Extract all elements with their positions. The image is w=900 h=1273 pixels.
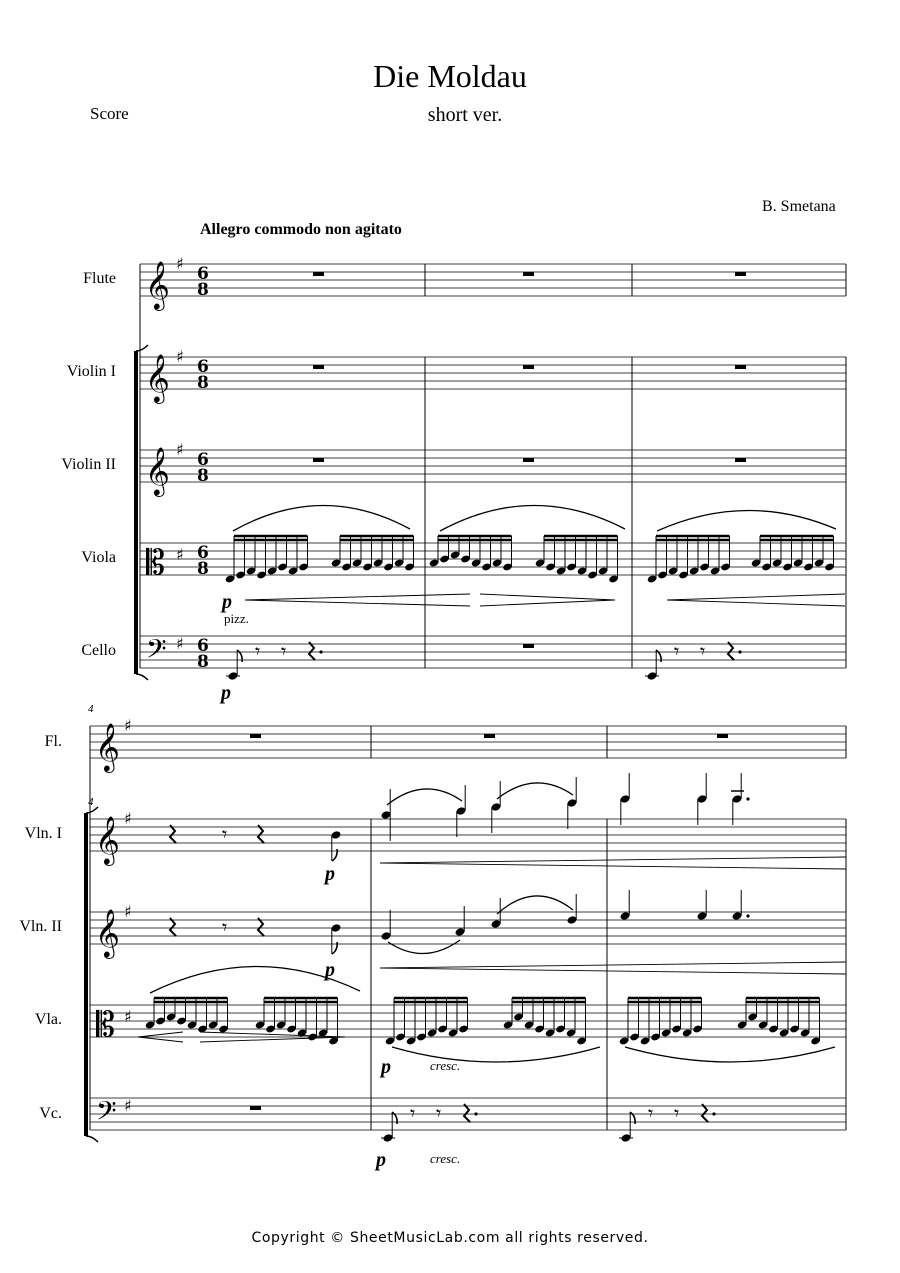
instrument-name-violin-2: Violin II	[61, 456, 116, 473]
dynamic-piano-violin-1: p	[325, 863, 335, 885]
composer: B. Smetana	[762, 198, 836, 215]
whole-rest	[523, 365, 534, 369]
hairpin	[380, 863, 846, 869]
whole-rest	[717, 734, 728, 738]
slur	[657, 510, 836, 531]
sharp-accidental: ♯	[176, 440, 184, 459]
cresc-viola: cresc.	[430, 1058, 461, 1073]
bracket-hook	[136, 674, 148, 680]
treble-clef-icon: 𝄞	[95, 722, 120, 771]
time-signature-numerator: 6	[197, 543, 209, 563]
sharp-accidental: ♯	[124, 716, 132, 735]
hairpin	[138, 1032, 183, 1037]
score-title: Die Moldau	[373, 58, 527, 94]
whole-rest	[250, 1106, 261, 1110]
slur	[497, 896, 573, 914]
eighth-rest: 𝄾	[222, 915, 228, 939]
instrument-name-violin-1-short: Vln. I	[24, 825, 62, 842]
eighth-rest: 𝄾	[410, 1101, 416, 1125]
dynamic-piano-viola: p	[222, 591, 232, 613]
eighth-rest: 𝄾	[255, 639, 261, 663]
score-label: Score	[90, 104, 129, 123]
time-signature-numerator: 6	[197, 450, 209, 470]
treble-clef-icon: 𝄞	[145, 446, 170, 495]
whole-rest	[313, 458, 324, 462]
whole-rest	[735, 365, 746, 369]
sharp-accidental: ♯	[176, 254, 184, 273]
measure-number: 4	[88, 703, 94, 715]
instrument-name-violin-1: Violin I	[66, 363, 116, 380]
eighth-rest: 𝄾	[281, 639, 287, 663]
bass-clef-icon: 𝄢	[146, 633, 167, 671]
time-signature-denominator: 8	[197, 466, 209, 486]
time-signature-denominator: 8	[197, 373, 209, 393]
pizz-marking: pizz.	[224, 611, 249, 626]
rhythm-dot	[746, 914, 749, 917]
whole-rest	[735, 272, 746, 276]
hairpin	[380, 857, 846, 863]
eighth-rest: 𝄾	[700, 639, 706, 663]
quarter-rest	[258, 825, 264, 843]
time-signature-denominator: 8	[197, 559, 209, 579]
slur	[625, 1047, 835, 1062]
hairpin	[480, 600, 615, 606]
eighth-rest: 𝄾	[436, 1101, 442, 1125]
hairpin	[200, 1037, 345, 1042]
whole-rest	[523, 458, 534, 462]
measure-number-strings: 4	[88, 796, 94, 808]
sharp-accidental: ♯	[124, 1007, 132, 1026]
hairpin	[380, 968, 846, 974]
quarter-rest	[702, 1104, 708, 1122]
time-signature-denominator: 8	[197, 280, 209, 300]
copyright-notice: Copyright © SheetMusicLab.com all rights reserved.	[251, 1230, 649, 1246]
rhythm-dot	[746, 797, 749, 800]
whole-rest	[313, 272, 324, 276]
hairpin	[480, 594, 615, 600]
sharp-accidental: ♯	[124, 809, 132, 828]
time-signature-denominator: 8	[197, 652, 209, 672]
instrument-name-cello-short: Vc.	[39, 1105, 62, 1122]
whole-rest	[523, 272, 534, 276]
rhythm-dot	[712, 1112, 715, 1115]
quarter-rest	[464, 1104, 470, 1122]
cresc-cello: cresc.	[430, 1151, 461, 1166]
hairpin	[245, 600, 470, 606]
alto-clef-icon: 𝄡	[146, 543, 165, 583]
hairpin	[138, 1037, 183, 1042]
bracket-hook	[136, 345, 148, 351]
instrument-name-flute-short: Fl.	[44, 733, 62, 750]
treble-clef-icon: 𝄞	[95, 908, 120, 957]
quarter-rest	[309, 642, 315, 660]
sharp-accidental: ♯	[124, 1096, 132, 1115]
whole-rest	[523, 644, 534, 648]
hairpin	[380, 962, 846, 968]
slur	[233, 505, 410, 531]
rhythm-dot	[474, 1112, 477, 1115]
dynamic-piano-cello: p	[221, 682, 231, 704]
treble-clef-icon: 𝄞	[145, 353, 170, 402]
whole-rest	[313, 365, 324, 369]
time-signature-numerator: 6	[197, 357, 209, 377]
whole-rest	[250, 734, 261, 738]
alto-clef-icon: 𝄡	[96, 1005, 115, 1045]
quarter-rest	[258, 918, 264, 936]
quarter-rest	[170, 918, 176, 936]
time-signature-numerator: 6	[197, 264, 209, 284]
slur	[388, 940, 460, 954]
slur	[387, 789, 462, 805]
time-signature-numerator: 6	[197, 636, 209, 656]
hairpin	[667, 600, 845, 606]
sharp-accidental: ♯	[124, 902, 132, 921]
hairpin	[245, 594, 470, 600]
bracket-hook	[86, 1136, 98, 1142]
bass-clef-icon: 𝄢	[96, 1095, 117, 1133]
whole-rest	[484, 734, 495, 738]
eighth-rest: 𝄾	[674, 639, 680, 663]
whole-rest	[735, 458, 746, 462]
eighth-rest: 𝄾	[648, 1101, 654, 1125]
sharp-accidental: ♯	[176, 634, 184, 653]
dynamic-piano-viola-2: p	[381, 1056, 391, 1078]
tempo-marking: Allegro commodo non agitato	[200, 221, 402, 238]
slur	[440, 505, 625, 531]
eighth-rest: 𝄾	[674, 1101, 680, 1125]
rhythm-dot	[319, 650, 322, 653]
eighth-rest: 𝄾	[222, 822, 228, 846]
quarter-rest	[728, 642, 734, 660]
treble-clef-icon: 𝄞	[95, 815, 120, 864]
rhythm-dot	[738, 650, 741, 653]
instrument-name-cello: Cello	[81, 642, 116, 659]
instrument-name-viola: Viola	[81, 549, 116, 566]
slur	[392, 1047, 600, 1062]
instrument-name-viola-short: Vla.	[34, 1011, 62, 1028]
instrument-name-violin-2-short: Vln. II	[19, 918, 62, 935]
score-subtitle: short ver.	[427, 104, 503, 126]
slur	[497, 783, 573, 799]
quarter-rest	[170, 825, 176, 843]
notation-glyphs	[86, 254, 846, 1143]
dynamic-piano-violin-2: p	[325, 959, 335, 981]
dynamic-piano-cello-2: p	[376, 1149, 386, 1171]
sharp-accidental: ♯	[176, 545, 184, 564]
instrument-name-flute: Flute	[83, 270, 116, 287]
hairpin	[667, 594, 845, 600]
treble-clef-icon: 𝄞	[145, 260, 170, 309]
sharp-accidental: ♯	[176, 347, 184, 366]
